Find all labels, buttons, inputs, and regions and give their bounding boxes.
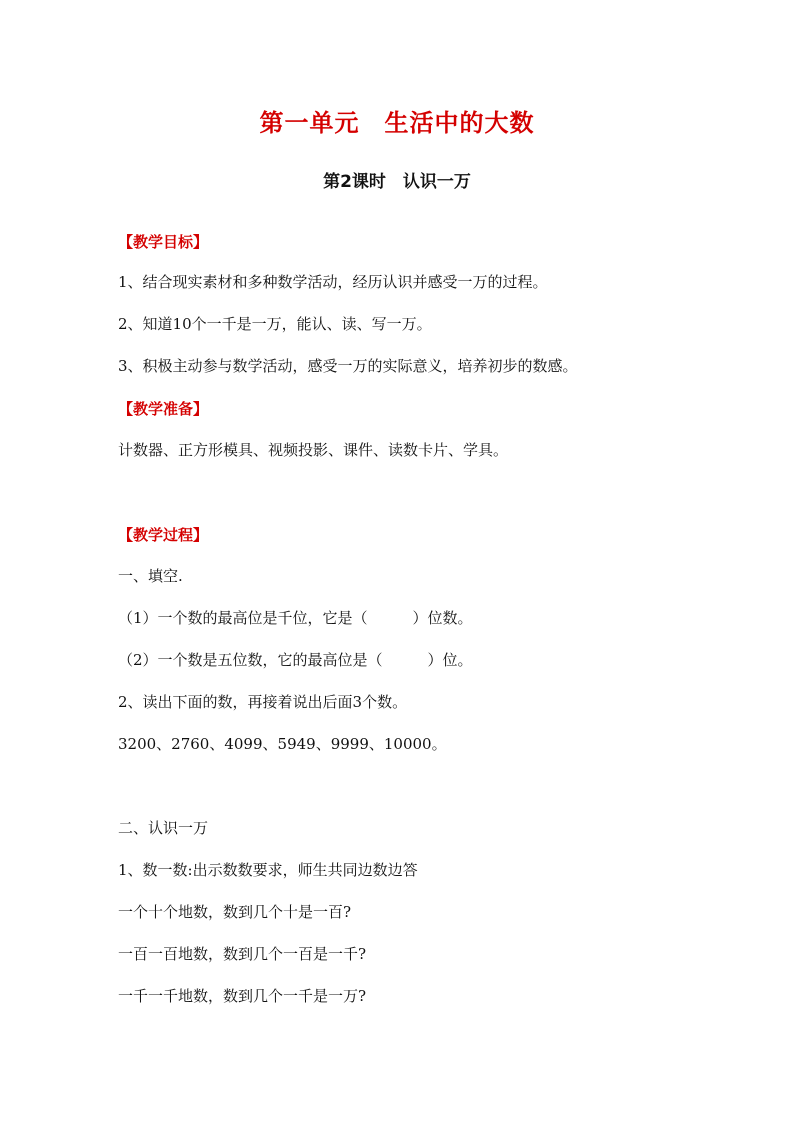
lesson-subtitle: 第2课时 认识一万	[323, 172, 471, 192]
objective-item-2: 2、知道10个一千是一万，能认、读、写一万。	[118, 315, 432, 333]
unit-title: 第一单元 生活中的大数	[259, 109, 535, 137]
section2-line-1: 1、数一数:出示数数要求，师生共同边数边答	[118, 861, 418, 879]
section2-line-3: 一百一百地数，数到几个一百是一千?	[118, 945, 367, 963]
process-line-4: 2、读出下面的数，再接着说出后面3个数。	[118, 693, 408, 711]
objective-item-1: 1、结合现实素材和多种数学活动，经历认识并感受一万的过程。	[118, 273, 548, 291]
prep-heading: 【教学准备】	[118, 400, 209, 418]
objectives-heading: 【教学目标】	[118, 233, 209, 251]
objective-item-3: 3、积极主动参与数学活动，感受一万的实际意义，培养初步的数感。	[118, 357, 578, 375]
process-line-5: 3200、2760、4099、5949、9999、10000。	[118, 735, 447, 753]
process-line-3: （2）一个数是五位数，它的最高位是（ ）位。	[118, 651, 473, 669]
section2-line-2: 一个十个地数，数到几个十是一百?	[118, 903, 352, 921]
process-line-1: 一、填空.	[118, 567, 183, 585]
prep-text: 计数器、正方形模具、视频投影、课件、读数卡片、学具。	[118, 441, 509, 459]
process-line-2: （1）一个数的最高位是千位，它是（ ）位数。	[118, 609, 473, 627]
process-heading: 【教学过程】	[118, 526, 209, 544]
section2-line-4: 一千一千地数，数到几个一千是一万?	[118, 987, 367, 1005]
section2-heading: 二、认识一万	[118, 819, 209, 837]
